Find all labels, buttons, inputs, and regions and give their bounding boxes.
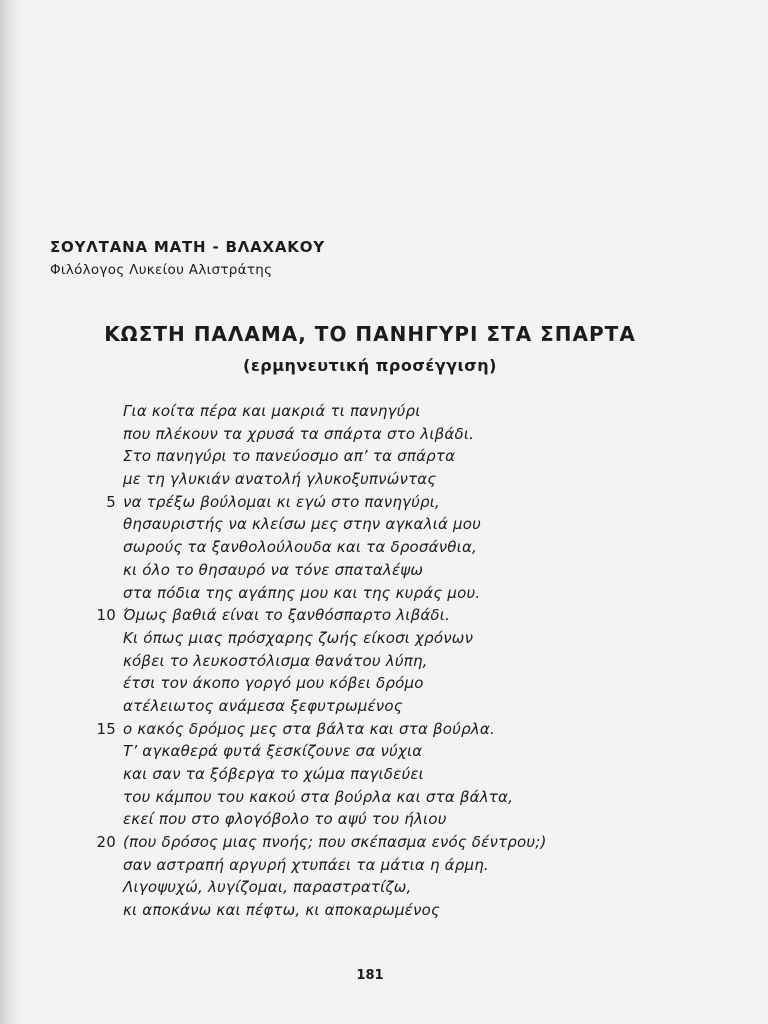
poem-line-text: κι όλο το θησαυρό να τόνε σπαταλέψω — [123, 560, 424, 579]
poem-line-text: θησαυριστής να κλείσω μες στην αγκαλιά μου — [123, 515, 482, 534]
poem-line — [0, 899, 740, 922]
poem-line-text: Στο πανηγύρι το πανεύοσμο απ’ τα σπάρτα — [123, 447, 456, 466]
page-number: 181 — [356, 968, 384, 983]
article-title: ΚΩΣΤΗ ΠΑΛΑΜΑ, ΤΟ ΠΑΝΗΓΥΡΙ ΣΤΑ ΣΠΑΡΤΑ — [104, 322, 636, 346]
line-number: 10 — [96, 606, 116, 625]
poem-line — [0, 740, 740, 763]
poem-line-text: που πλέκουν τα χρυσά τα σπάρτα στο λιβάδι. — [123, 424, 475, 443]
poem-line-text: (που δρόσος μιας πνοής; που σκέπασμα ενός δέντρου;) — [123, 833, 547, 852]
poem-line-text: σωρούς τα ξανθολούλουδα και τα δροσάνθια, — [123, 538, 478, 557]
poem-line-text: σαν αστραπή αργυρή χτυπάει τα μάτια η άρμη. — [123, 855, 489, 874]
poem-line-text: στα πόδια της αγάπης μου και της κυράς μου. — [123, 583, 481, 602]
poem-line — [0, 513, 740, 536]
poem-line-text: να τρέξω βούλομαι κι εγώ στο πανηγύρι, — [123, 492, 440, 511]
poem-line-text: εκεί που στο φλογόβολο το αψύ του ήλιου — [123, 810, 447, 829]
line-number: 5 — [106, 492, 116, 511]
poem-line-text: ατέλειωτος ανάμεσα ξεφυτρωμένος — [123, 696, 403, 715]
poem-line — [0, 536, 740, 559]
poem-line-text: του κάμπου του κακού στα βούρλα και στα βάλτα, — [123, 787, 514, 806]
article-subtitle: (ερμηνευτική προσέγγιση) — [243, 356, 497, 375]
author-affiliation: Φιλόλογος Λυκείου Αλιστράτης — [50, 262, 273, 278]
poem-line — [0, 559, 740, 582]
poem-line — [0, 718, 740, 741]
poem-line-text: κι αποκάνω και πέφτω, κι αποκαρωμένος — [123, 901, 440, 920]
poem-line — [0, 763, 740, 786]
poem-line — [0, 786, 740, 809]
poem-line-text: κόβει το λευκοστόλισμα θανάτου λύπη, — [123, 651, 428, 670]
line-number: 20 — [96, 833, 116, 852]
poem-line-text: Για κοίτα πέρα και μακριά τι πανηγύρι — [123, 402, 421, 420]
poem-line-text: ο κακός δρόμος μες στα βάλτα και στα βούρλα. — [123, 719, 495, 738]
poem-line — [0, 491, 740, 514]
poem-line — [0, 672, 740, 695]
author-name: ΣΟΥΛΤΑΝΑ ΜΑΤΗ - ΒΛΑΧΑΚΟΥ — [50, 238, 325, 256]
poem-line-text: Τ’ αγκαθερά φυτά ξεσκίζουνε σα νύχια — [123, 742, 423, 761]
poem-block — [0, 400, 740, 922]
poem-line — [0, 831, 740, 854]
poem-line-text: έτσι τον άκοπο γοργό μου κόβει δρόμο — [123, 674, 424, 693]
poem-line — [0, 400, 740, 423]
poem-line — [0, 604, 740, 627]
poem-line — [0, 423, 740, 446]
poem-line-text: Κι όπως μιας πρόσχαρης ζωής είκοσι χρόνων — [123, 628, 474, 647]
poem-line — [0, 876, 740, 899]
poem-line-text: με τη γλυκιάν ανατολή γλυκοξυπνώντας — [123, 470, 437, 489]
poem-line-text: Λιγοψυχώ, λυγίζομαι, παραστρατίζω, — [123, 878, 412, 897]
poem-line — [0, 627, 740, 650]
poem-line — [0, 854, 740, 877]
poem-line — [0, 468, 740, 491]
line-number: 15 — [96, 719, 116, 738]
poem-line-text: Όμως βαθιά είναι το ξανθόσπαρτο λιβάδι. — [123, 606, 451, 625]
poem-line — [0, 445, 740, 468]
poem-line — [0, 650, 740, 673]
poem-line-text: και σαν τα ξόβεργα το χώμα παγιδεύει — [123, 765, 424, 783]
poem-line — [0, 808, 740, 831]
poem-line — [0, 582, 740, 605]
poem-line — [0, 695, 740, 718]
